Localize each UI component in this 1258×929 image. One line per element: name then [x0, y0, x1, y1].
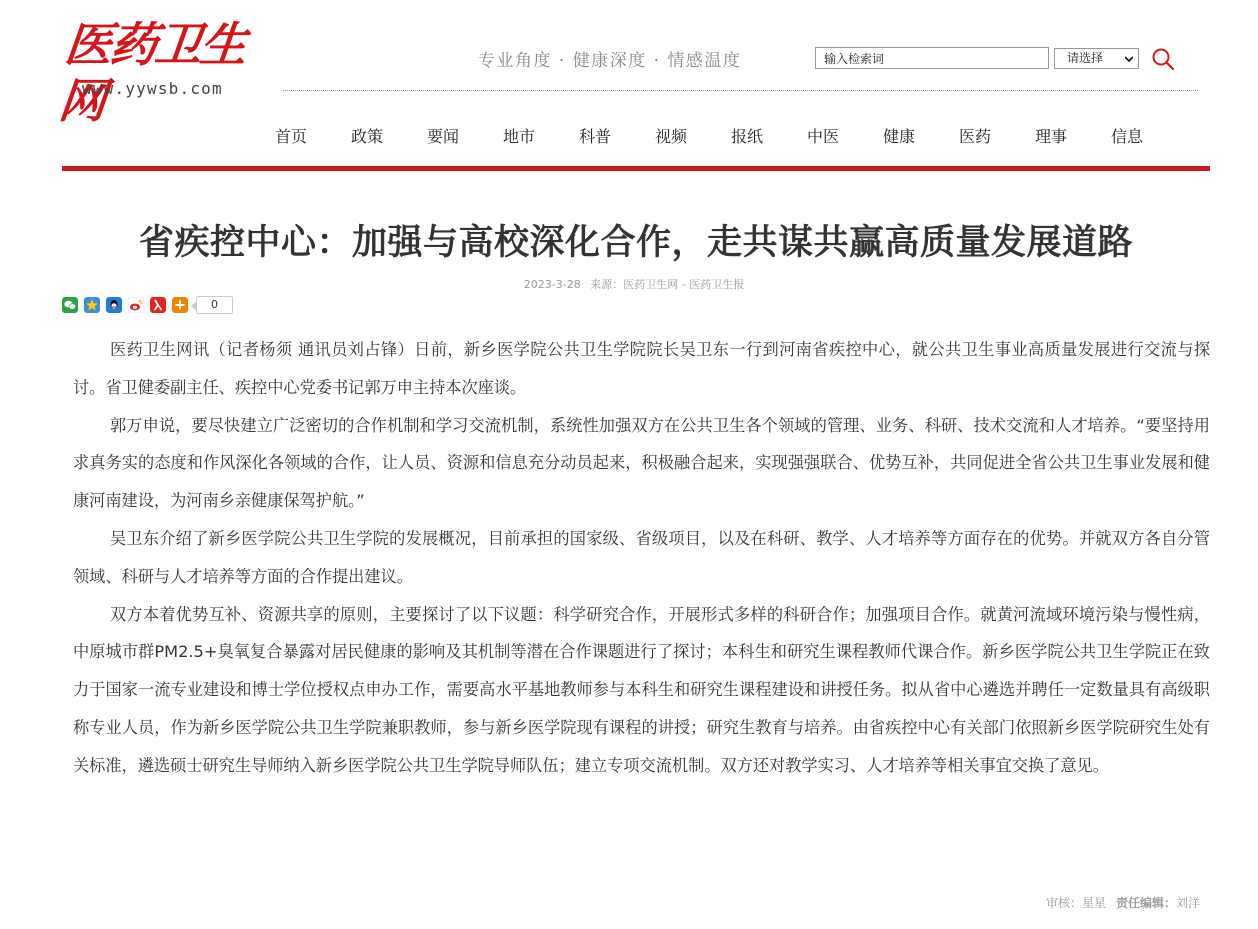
nav-item-cities[interactable]: 地市: [502, 127, 535, 146]
nav-item-newspaper[interactable]: 报纸: [730, 127, 763, 146]
article-source[interactable]: 医药卫生网 - 医药卫生报: [623, 278, 745, 291]
article-body: [73, 331, 1210, 785]
qq-icon[interactable]: [106, 297, 122, 313]
search-category-value: 请选择: [1067, 51, 1104, 65]
nav-item-science[interactable]: 科普: [578, 127, 611, 146]
nav-item-video[interactable]: 视频: [654, 127, 687, 146]
main-nav: [253, 122, 1165, 152]
article-title: 省疾控中心：加强与高校深化合作，走共谋共赢高质量发展道路: [138, 223, 1133, 263]
logo-url: www.yywsb.com: [82, 79, 223, 98]
article-paragraph: 医药卫生网讯（记者杨须 通讯员刘占锋）日前，新乡医学院公共卫生学院院长吴卫东一行到河南省疾控中心，就公共卫生事业高质量发展进行交流与探讨。省卫健委副主任、疾控中心党委书记郭万申主持本次座谈。: [73, 340, 1210, 397]
site-logo[interactable]: [56, 18, 272, 129]
reviewer-name: 星星: [1081, 896, 1106, 910]
nav-item-tcm[interactable]: 中医: [806, 127, 839, 146]
site-slogan: 专业角度 · 健康深度 · 情感温度: [478, 51, 742, 71]
article-source-label: 来源：: [590, 278, 624, 291]
nav-item-medicine[interactable]: 医药: [958, 127, 991, 146]
article-paragraph: 吴卫东介绍了新乡医学院公共卫生学院的发展概况，目前承担的国家级、省级项目，以及在科研、教学、人才培养等方面存在的优势。并就双方各自分管领域、科研与人才培养等方面的合作提出建议。: [73, 528, 1210, 586]
article-paragraph: 双方本着优势互补、资源共享的原则，主要探讨了以下议题：科学研究合作，开展形式多样的科研合作；加强项目合作。就黄河流域环境污染与慢性病，中原城市群PM2.5+臭氧复合暴露对居民健康的影响及其机制等潜在合作课题进行了探讨；本科生和研究生课程教师代课合作。新乡医学院公共卫生学院正在致力于国家一流专业建设和博士学位授权点申办工作，需要高水平基地教师参与本科生和研究生课程建设和讲授任务。拟从省中心遴选并聘任一定数量具有高级职称专业人员，作为新乡医学院公共卫生学院兼职教师，参与新乡医学院现有课程的讲授；研究生教育与培养。由省疾控中心有关部门依照新乡医学院研究生处有关标准，遴选硕士研究生导师纳入新乡医学院公共卫生学院导师队伍；建立专项交流机制。双方还对教学实习、人才培养等相关事宜交换了意见。: [73, 604, 1210, 775]
nav-item-news[interactable]: 要闻: [426, 127, 459, 146]
renren-icon[interactable]: [150, 297, 166, 313]
search-icon[interactable]: [1150, 46, 1176, 72]
reviewer-label: 审核：: [1045, 896, 1082, 910]
search-category-select[interactable]: [1054, 48, 1139, 69]
article-editor-info: [1046, 894, 1200, 911]
more-icon[interactable]: [172, 297, 188, 313]
editor-label: 责任编辑：: [1115, 896, 1176, 910]
nav-red-bar: [62, 166, 1210, 171]
qzone-icon[interactable]: [84, 297, 100, 313]
article-meta: [0, 276, 1258, 292]
header-divider: [283, 90, 1198, 91]
chevron-down-icon: [1125, 55, 1133, 63]
weibo-icon[interactable]: [128, 297, 144, 313]
share-count: 0: [196, 296, 233, 314]
article-date: 2023-3-28: [523, 278, 581, 291]
nav-item-info[interactable]: 信息: [1110, 127, 1143, 146]
logo-text: 医药卫生网: [56, 18, 248, 129]
nav-item-policy[interactable]: 政策: [350, 127, 383, 146]
nav-item-council[interactable]: 理事: [1034, 127, 1067, 146]
editor-name: 刘洋: [1175, 896, 1200, 910]
wechat-icon[interactable]: [62, 297, 78, 313]
search-input[interactable]: [815, 47, 1049, 69]
share-bar: [62, 296, 233, 314]
nav-item-health[interactable]: 健康: [882, 127, 915, 146]
nav-item-home[interactable]: 首页: [274, 127, 307, 146]
article-paragraph: 郭万申说，要尽快建立广泛密切的合作机制和学习交流机制，系统性加强双方在公共卫生各个领域的管理、业务、科研、技术交流和人才培养。“要坚持用求真务实的态度和作风深化各领域的合作，让人员、资源和信息充分动员起来，积极融合起来，实现强强联合、优势互补，共同促进全省公共卫生事业发展和健康河南建设，为河南乡亲健康保驾护航。”: [73, 415, 1210, 511]
